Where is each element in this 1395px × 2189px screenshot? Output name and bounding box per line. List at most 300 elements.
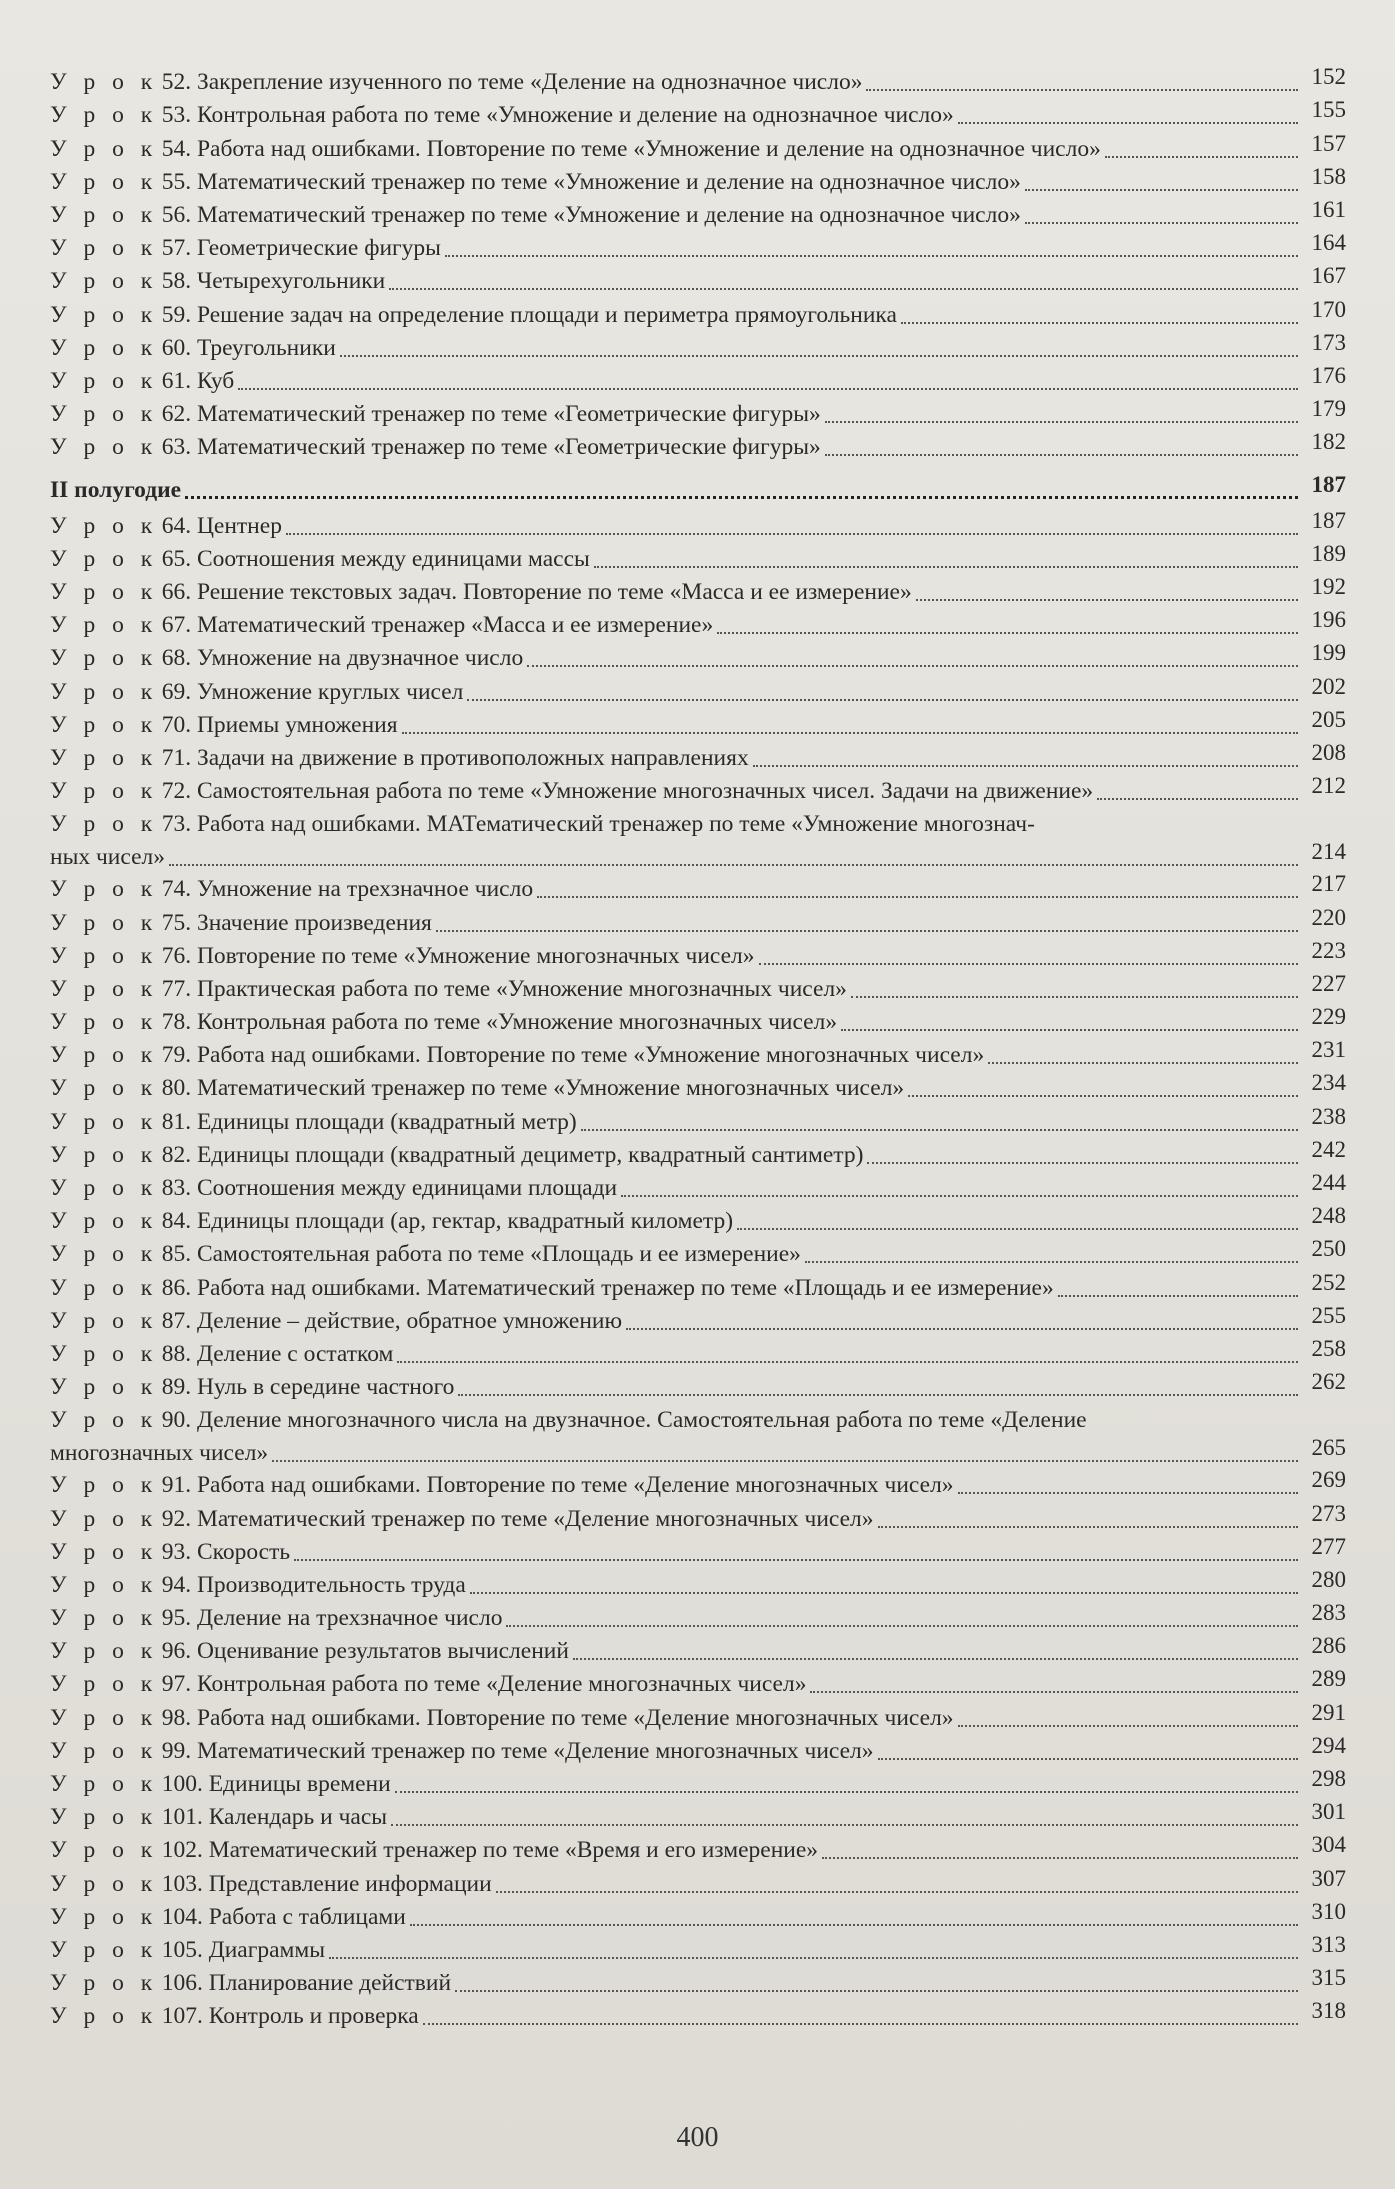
entry-page-number: 208 (1311, 739, 1346, 765)
lesson-label: У р о к (50, 168, 158, 195)
entry-page-number: 234 (1311, 1070, 1346, 1096)
entry-title: 102. Математический тренажер по теме «Время и его измерение» (161, 1837, 819, 1864)
lesson-label: У р о к (50, 512, 158, 539)
entry-line-1 (50, 808, 1346, 841)
toc-entry-body (50, 1500, 1346, 1536)
dot-leader (825, 453, 1298, 456)
toc-entry (50, 675, 1346, 708)
dot-leader (286, 532, 1298, 535)
entry-title: 98. Работа над ошибками. Повторение по теме «Деление многозначных чисел» (161, 1704, 954, 1731)
toc-entry (50, 232, 1346, 265)
dot-leader (878, 1525, 1298, 1528)
toc-entry-body (50, 1205, 1346, 1238)
dot-leader (423, 2022, 1298, 2025)
entry-page-number: 244 (1311, 1170, 1346, 1195)
toc-entry-body (50, 1006, 1346, 1039)
dot-leader (402, 731, 1298, 734)
entry-title: 63. Математический тренажер по теме «Геометрические фигуры» (161, 434, 821, 461)
toc-entry-body (50, 1371, 1346, 1404)
toc-entry (50, 1469, 1346, 1502)
lesson-label: У р о к (50, 1936, 158, 1963)
lesson-label: У р о к (50, 1009, 158, 1036)
entry-title: 83. Соотношения между единицами площади (161, 1175, 618, 1201)
lesson-label: У р о к (50, 69, 158, 96)
dot-leader (436, 929, 1298, 932)
entry-title: 87. Деление – действие, обратное умножению (161, 1307, 623, 1334)
lesson-label: У р о к (50, 1075, 158, 1102)
dot-leader (573, 1657, 1298, 1660)
entry-title: 105. Диаграммы (161, 1936, 326, 1963)
dot-leader (410, 1923, 1298, 1926)
entry-title: 89. Нуль в середине частного (161, 1374, 455, 1401)
dot-leader (958, 1491, 1298, 1494)
lesson-label: У р о к (50, 235, 158, 262)
entry-page-number: 229 (1311, 1004, 1346, 1030)
lesson-label: У р о к (50, 334, 158, 361)
toc-entry-body (50, 1699, 1346, 1735)
entry-title: 81. Единицы площади (квадратный метр) (161, 1108, 577, 1135)
entry-page-number: 307 (1311, 1865, 1346, 1891)
entry-page-number: 170 (1311, 296, 1346, 322)
table-of-contents (50, 66, 1346, 2033)
lesson-label: У р о к (50, 1175, 158, 1201)
toc-entry-body (50, 1238, 1346, 1271)
toc-entry-body (50, 1834, 1346, 1867)
toc-entry-body (50, 1039, 1346, 1072)
entry-page-number: 199 (1311, 640, 1346, 666)
entry-title: 78. Контрольная работа по теме «Умножение многозначных чисел» (161, 1009, 838, 1036)
dot-leader (395, 1790, 1298, 1793)
toc-entry-body (50, 130, 1346, 166)
entry-title: 86. Работа над ошибками. Математический тренажер по теме «Площадь и ее измерение» (161, 1274, 1054, 1301)
dot-leader (851, 995, 1298, 998)
entry-page-number: 283 (1311, 1600, 1346, 1626)
entry-page-number: 318 (1311, 1998, 1346, 2024)
dot-leader (908, 1094, 1298, 1097)
toc-entry-body (50, 1768, 1346, 1801)
dot-leader (185, 495, 1298, 499)
toc-entry-body (50, 808, 1346, 874)
toc-entry-body (50, 163, 1346, 199)
lesson-label: У р о к (50, 678, 158, 705)
entry-title: 76. Повторение по теме «Умножение многозначных чисел» (161, 942, 755, 969)
section-heading (50, 474, 1346, 507)
entry-title: 93. Скорость (161, 1538, 291, 1565)
lesson-label: У р о к (50, 1141, 158, 1168)
dot-leader (294, 1558, 1298, 1561)
entry-page-number: 161 (1311, 196, 1346, 222)
toc-entry (50, 1271, 1346, 1304)
dot-leader (340, 354, 1298, 357)
entry-page-number: 248 (1311, 1203, 1346, 1229)
lesson-label: У р о к (50, 909, 158, 936)
toc-entry (50, 66, 1346, 99)
entry-title: 62. Математический тренажер по теме «Геометрические фигуры» (161, 401, 821, 428)
toc-entry (50, 1898, 1346, 1934)
lesson-label: У р о к (50, 711, 158, 738)
toc-entry-body (50, 431, 1346, 464)
toc-entry (50, 1302, 1346, 1338)
lesson-label: У р о к (50, 301, 158, 328)
toc-entry (50, 1967, 1346, 2000)
entry-page-number: 155 (1311, 97, 1346, 123)
entry-title: 85. Самостоятельная работа по теме «Площадь и ее измерение» (161, 1241, 801, 1268)
dot-leader (958, 121, 1298, 124)
lesson-label: У р о к (50, 1804, 158, 1831)
entry-title: 79. Работа над ошибками. Повторение по теме «Умножение многозначных чисел» (161, 1042, 985, 1069)
entry-title: 55. Математический тренажер по теме «Умножение и деление на однозначное число» (161, 168, 1021, 195)
lesson-label: У р о к (50, 579, 158, 605)
dot-leader (988, 1061, 1298, 1064)
lesson-label: У р о к (50, 1241, 158, 1268)
entry-title: 92. Математический тренажер по теме «Деление многозначных чисел» (161, 1505, 874, 1532)
entry-title: 61. Куб (161, 367, 235, 394)
toc-entry-body (50, 970, 1346, 1006)
lesson-label: У р о к (50, 2003, 158, 2030)
lesson-label: У р о к (50, 1208, 158, 1235)
entry-page-number: 289 (1311, 1666, 1346, 1692)
entry-page-number: 258 (1311, 1335, 1346, 1361)
dot-leader (467, 698, 1298, 701)
entry-title: 106. Планирование действий (161, 1970, 452, 1997)
dot-leader (1025, 221, 1298, 224)
lesson-label: У р о к (50, 811, 158, 838)
entry-page-number: 189 (1311, 540, 1346, 566)
toc-entry-body (50, 1302, 1346, 1338)
entry-title: 82. Единицы площади (квадратный дециметр, квадратный сантиметр) (161, 1141, 864, 1168)
toc-entry-body (50, 1898, 1346, 1934)
entry-title: 94. Производительность труда (161, 1571, 466, 1598)
entry-page-number: 277 (1311, 1533, 1346, 1559)
lesson-label: У р о к (50, 135, 158, 162)
entry-title: 88. Деление с остатком (161, 1340, 394, 1367)
dot-leader (455, 1989, 1298, 1992)
toc-entry (50, 1566, 1346, 1602)
entry-page-number: 273 (1311, 1500, 1346, 1526)
entry-title: 66. Решение текстовых задач. Повторение по теме «Масса и ее измерение» (161, 579, 912, 605)
toc-entry-body (50, 398, 1346, 431)
toc-entry-body (50, 99, 1346, 132)
entry-title: 107. Контроль и проверка (161, 2003, 419, 2030)
entry-title: 57. Геометрические фигуры (161, 235, 441, 262)
toc-entry (50, 808, 1346, 873)
toc-entry-body (50, 1072, 1346, 1105)
entry-page-number: 217 (1311, 871, 1346, 897)
lesson-label: У р о к (50, 778, 158, 805)
toc-entry-body (50, 1404, 1346, 1470)
entry-title: 72. Самостоятельная работа по теме «Умножение многозначных чисел. Задачи на движение» (161, 778, 1094, 805)
dot-leader (581, 1128, 1298, 1131)
lesson-label: У р о к (50, 744, 158, 771)
toc-entry-body (50, 66, 1346, 99)
dot-leader (238, 387, 1298, 390)
dot-leader (717, 631, 1298, 634)
entry-page-number: 310 (1311, 1898, 1346, 1924)
entry-title: 58. Четырехугольники (161, 268, 386, 295)
entry-title: 68. Умножение на двузначное число (161, 645, 524, 672)
toc-entry-body (50, 1635, 1346, 1668)
toc-entry-body (50, 296, 1346, 332)
toc-entry (50, 1801, 1346, 1834)
dot-leader (810, 1690, 1298, 1693)
lesson-label: У р о к (50, 1771, 158, 1797)
entry-page-number: 255 (1311, 1302, 1346, 1328)
toc-entry (50, 1335, 1346, 1371)
entry-title: 95. Деление на трехзначное число (161, 1605, 503, 1632)
entry-page-number: 202 (1311, 673, 1346, 699)
toc-entry-body (50, 1865, 1346, 1901)
entry-title: 60. Треугольники (161, 334, 336, 361)
toc-entry (50, 1701, 1346, 1734)
toc-entry-body (50, 362, 1346, 398)
entry-page-number: 176 (1311, 362, 1346, 388)
entry-title: 64. Центнер (161, 512, 282, 539)
entry-title: 80. Математический тренажер по теме «Умножение многозначных чисел» (161, 1075, 905, 1102)
dot-leader (805, 1260, 1298, 1263)
entry-title: 73. Работа над ошибками. МАТематический тренажер по теме «Умножение многознач- (161, 811, 1035, 838)
dot-leader (841, 1028, 1298, 1031)
lesson-label: У р о к (50, 1538, 158, 1565)
entry-page-number: 280 (1311, 1566, 1346, 1592)
dot-leader (901, 321, 1298, 324)
entry-page-number: 252 (1311, 1269, 1346, 1295)
lesson-label: У р о к (50, 645, 158, 672)
entry-title-continued: ных чисел» (50, 844, 166, 871)
entry-title: 100. Единицы времени (161, 1771, 391, 1797)
toc-entry (50, 970, 1346, 1006)
toc-entry-body (50, 1801, 1346, 1834)
toc-entry (50, 906, 1346, 939)
entry-page-number: 223 (1311, 937, 1346, 963)
entry-title: 70. Приемы умножения (161, 711, 398, 738)
toc-entry-body (50, 1533, 1346, 1569)
toc-entry-body (50, 937, 1346, 973)
toc-entry-body (50, 1172, 1346, 1205)
toc-entry (50, 1205, 1346, 1238)
entry-title: 67. Математический тренажер «Масса и ее измерение» (161, 612, 714, 639)
toc-entry-body (50, 642, 1346, 675)
toc-entry-body (50, 1732, 1346, 1768)
entry-title: 56. Математический тренажер по теме «Умножение и деление на однозначное число» (161, 201, 1021, 228)
entry-title: 54. Работа над ошибками. Повторение по теме «Умножение и деление на однозначное число» (161, 135, 1101, 162)
entry-page-number: 167 (1311, 263, 1346, 289)
lesson-label: У р о к (50, 1737, 158, 1764)
entry-page-number: 291 (1311, 1699, 1346, 1725)
toc-entry (50, 99, 1346, 132)
toc-entry (50, 1635, 1346, 1668)
toc-entry-body (50, 673, 1346, 709)
toc-entry-body (50, 1931, 1346, 1967)
entry-page-number: 242 (1311, 1136, 1346, 1162)
toc-entry-body (50, 706, 1346, 742)
toc-entry-body (50, 540, 1346, 576)
dot-leader (445, 254, 1298, 257)
entry-title: 90. Деление многозначного числа на двузначное. Самостоятельная работа по теме «Деление (161, 1407, 1087, 1434)
dot-leader (329, 1956, 1298, 1959)
lesson-label: У р о к (50, 1970, 158, 1997)
dot-leader (272, 1459, 1298, 1462)
toc-entry-body (50, 329, 1346, 365)
toc-entry (50, 873, 1346, 906)
lesson-label: У р о к (50, 434, 158, 461)
dot-leader (169, 863, 1298, 866)
lesson-label: У р о к (50, 1472, 158, 1499)
lesson-label: У р о к (50, 102, 158, 129)
dot-leader (753, 764, 1298, 767)
toc-entry (50, 398, 1346, 431)
lesson-label: У р о к (50, 367, 158, 394)
toc-entry (50, 1371, 1346, 1404)
lesson-label: У р о к (50, 268, 158, 295)
toc-entry-body (50, 739, 1346, 775)
toc-entry (50, 576, 1346, 609)
entry-title: 71. Задачи на движение в противоположных направлениях (161, 744, 749, 771)
toc-entry (50, 1732, 1346, 1768)
toc-entry-body (50, 576, 1346, 609)
entry-page-number: 294 (1311, 1732, 1346, 1758)
dot-leader (1097, 797, 1298, 800)
dot-leader (621, 1194, 1298, 1197)
entry-page-number: 265 (1311, 1435, 1346, 1461)
lesson-label: У р о к (50, 1274, 158, 1301)
toc-entry (50, 1238, 1346, 1271)
entry-page-number: 182 (1311, 429, 1346, 455)
entry-line-2 (50, 1437, 1346, 1470)
entry-title: 75. Значение произведения (161, 909, 432, 936)
toc-entry (50, 1072, 1346, 1105)
dot-leader (866, 88, 1298, 91)
toc-entry-body (50, 873, 1346, 906)
toc-entry (50, 196, 1346, 232)
lesson-label: У р о к (50, 1307, 158, 1334)
entry-page-number: 231 (1311, 1037, 1346, 1063)
toc-entry (50, 775, 1346, 808)
entry-page-number: 173 (1311, 329, 1346, 355)
toc-entry (50, 1006, 1346, 1039)
entry-title: 91. Работа над ошибками. Повторение по теме «Деление многозначных чисел» (161, 1472, 954, 1499)
entry-page-number: 164 (1311, 230, 1346, 256)
dot-leader (470, 1591, 1298, 1594)
lesson-label: У р о к (50, 545, 158, 572)
entry-title: 53. Контрольная работа по теме «Умножение и деление на однозначное число» (161, 102, 954, 129)
lesson-label: У р о к (50, 1638, 158, 1665)
lesson-label: У р о к (50, 1340, 158, 1367)
section-title: II полугодие (50, 477, 182, 504)
toc-entry (50, 1867, 1346, 1900)
dot-leader (537, 895, 1298, 898)
entry-page-number: 187 (1311, 507, 1346, 533)
toc-entry-body (50, 1668, 1346, 1701)
entry-title: 59. Решение задач на определение площади и периметра прямоугольника (161, 301, 897, 328)
entry-page-number: 192 (1311, 574, 1346, 599)
toc-entry (50, 132, 1346, 165)
dot-leader (594, 565, 1298, 568)
toc-entry-body (50, 232, 1346, 265)
entry-page-number: 313 (1311, 1931, 1346, 1957)
entry-title: 99. Математический тренажер по теме «Деление многозначных чисел» (161, 1737, 874, 1764)
entry-page-number: 214 (1311, 839, 1346, 865)
lesson-label: У р о к (50, 1837, 158, 1864)
lesson-label: У р о к (50, 942, 158, 969)
dot-leader (759, 962, 1298, 965)
toc-entry (50, 1768, 1346, 1801)
toc-list-first (50, 66, 1346, 464)
lesson-label: У р о к (50, 1407, 158, 1434)
toc-entry (50, 329, 1346, 365)
page-folio: 400 (676, 2122, 719, 2153)
toc-entry (50, 1602, 1346, 1635)
entry-page-number: 158 (1311, 163, 1346, 189)
toc-entry-body (50, 775, 1346, 808)
dot-leader (391, 1823, 1298, 1826)
dot-leader (1025, 188, 1298, 191)
lesson-label: У р о к (50, 1903, 158, 1930)
entry-page-number: 238 (1311, 1103, 1346, 1129)
toc-entry (50, 509, 1346, 542)
entry-title-continued: многозначных чисел» (50, 1440, 269, 1467)
dot-leader (916, 598, 1298, 601)
dot-leader (626, 1327, 1298, 1330)
toc-entry-body (50, 196, 1346, 232)
toc-entry (50, 298, 1346, 331)
toc-entry-body (50, 507, 1346, 543)
toc-entry (50, 1834, 1346, 1867)
dot-leader (1058, 1294, 1298, 1297)
entry-page-number: 157 (1311, 130, 1346, 156)
toc-entry-body (50, 1602, 1346, 1635)
entry-title: 101. Календарь и часы (161, 1804, 388, 1831)
dot-leader (527, 664, 1298, 667)
dot-leader (458, 1393, 1298, 1396)
entry-page-number: 315 (1311, 1965, 1346, 1991)
toc-entry-body (50, 609, 1346, 642)
entry-title: 104. Работа с таблицами (161, 1903, 406, 1930)
toc-entry (50, 540, 1346, 576)
toc-entry (50, 1502, 1346, 1535)
toc-entry-body (50, 1335, 1346, 1371)
entry-page-number: 220 (1311, 904, 1346, 930)
entry-page-number: 179 (1311, 396, 1346, 422)
dot-leader (878, 1757, 1298, 1760)
toc-entry-body (50, 1103, 1346, 1139)
toc-entry (50, 937, 1346, 973)
lesson-label: У р о к (50, 1870, 158, 1897)
entry-title: 103. Представление информации (161, 1870, 492, 1897)
entry-page-number: 298 (1311, 1766, 1346, 1791)
toc-entry (50, 1931, 1346, 1967)
entry-page-number: 286 (1311, 1633, 1346, 1659)
lesson-label: У р о к (50, 1704, 158, 1731)
lesson-label: У р о к (50, 975, 158, 1002)
toc-entry-body (50, 1967, 1346, 2000)
dot-leader (506, 1624, 1298, 1627)
lesson-label: У р о к (50, 1374, 158, 1401)
toc-entry-body (50, 1136, 1346, 1172)
toc-entry-body (50, 904, 1346, 940)
toc-entry (50, 2000, 1346, 2033)
lesson-label: У р о к (50, 876, 158, 903)
toc-entry (50, 163, 1346, 199)
toc-entry (50, 1105, 1346, 1138)
lesson-label: У р о к (50, 1671, 158, 1698)
entry-title: 97. Контрольная работа по теме «Деление многозначных чисел» (161, 1671, 807, 1698)
toc-entry (50, 642, 1346, 675)
entry-page-number: 250 (1311, 1236, 1346, 1262)
entry-title: 84. Единицы площади (ар, гектар, квадратный километр) (161, 1208, 734, 1235)
toc-entry (50, 1668, 1346, 1701)
lesson-label: У р о к (50, 1108, 158, 1135)
lesson-label: У р о к (50, 1571, 158, 1598)
